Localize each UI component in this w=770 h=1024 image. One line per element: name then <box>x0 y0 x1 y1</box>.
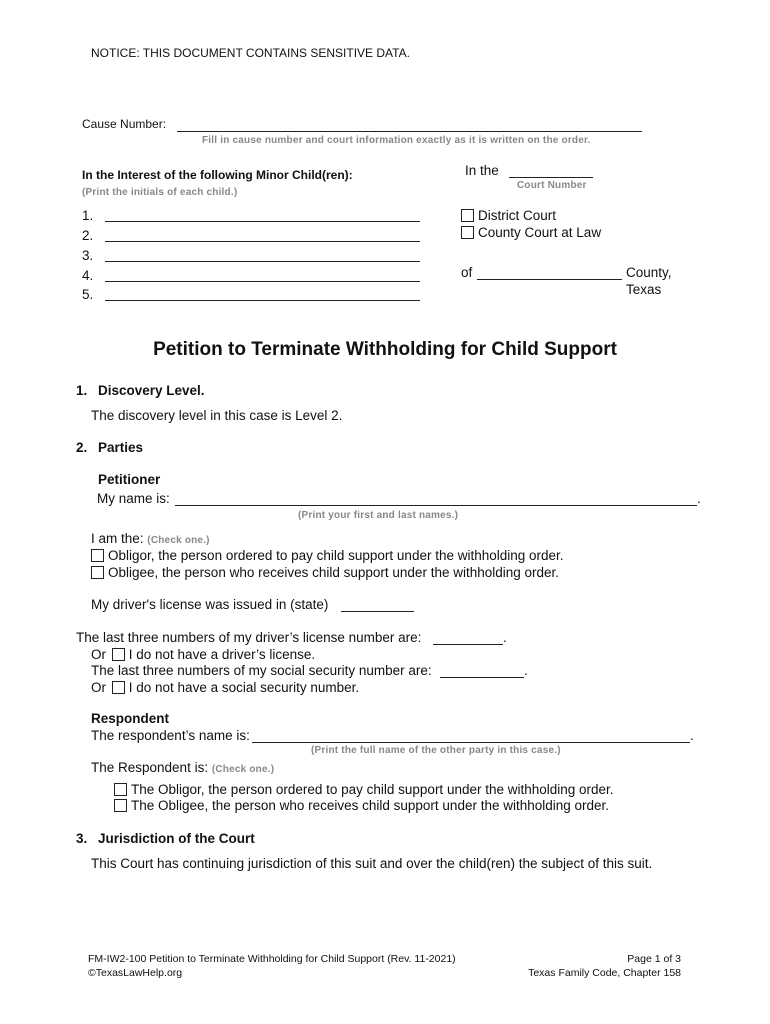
no-ssn-or: Or <box>91 680 106 695</box>
section-3-heading: Jurisdiction of the Court <box>98 831 255 846</box>
sensitive-notice: NOTICE: THIS DOCUMENT CONTAINS SENSITIVE DATA. <box>91 46 410 60</box>
petitioner-name-field[interactable] <box>175 505 697 506</box>
district-court-checkbox[interactable] <box>461 209 474 222</box>
district-court-label: District Court <box>478 208 557 223</box>
jurisdiction-text: This Court has continuing jurisdiction of this suit and over the child(ren) the subject of this suit. <box>91 856 653 871</box>
court-number-hint: Court Number <box>517 180 587 191</box>
respondent-is-label: The Respondent is: <box>91 760 209 775</box>
license-state-label: My driver's license was issued in (state) <box>91 597 329 612</box>
respondent-obligor-checkbox[interactable] <box>114 783 127 796</box>
child-number-1: 1. <box>82 208 94 223</box>
respondent-obligee-label: The Obligee, the person who receives child support under the withholding order. <box>131 798 610 813</box>
ssn-last3-period: . <box>524 663 528 678</box>
license-last3-period: . <box>503 630 507 645</box>
court-number-field[interactable] <box>509 177 593 178</box>
cause-number-label: Cause Number: <box>82 117 167 131</box>
child-number-5: 5. <box>82 287 94 302</box>
obligee-label: Obligee, the person who receives child support under the withholding order. <box>108 565 560 580</box>
footer-form-id: FM-IW2-100 Petition to Terminate Withholding for Child Support (Rev. 11-2021) <box>88 953 456 965</box>
license-last3-label: The last three numbers of my driver’s license number are: <box>76 630 422 645</box>
county-court-label: County Court at Law <box>478 225 602 240</box>
i-am-check-one-hint: (Check one.) <box>147 535 210 546</box>
respondent-obligor-label: The Obligor, the person ordered to pay child support under the withholding order. <box>131 782 614 797</box>
cause-number-field[interactable] <box>177 131 642 132</box>
petitioner-name-hint: (Print your first and last names.) <box>298 510 459 521</box>
children-heading: In the Interest of the following Minor Child(ren): <box>82 168 353 182</box>
respondent-name-label: The respondent’s name is: <box>91 728 250 743</box>
page-title: Petition to Terminate Withholding for Child Support <box>153 339 617 360</box>
children-hint: (Print the initials of each child.) <box>82 187 238 198</box>
child-initials-field-2[interactable] <box>105 241 420 242</box>
county-court-checkbox[interactable] <box>461 226 474 239</box>
section-2-number: 2. <box>76 440 88 455</box>
child-number-4: 4. <box>82 268 94 283</box>
section-1-number: 1. <box>76 383 88 398</box>
respondent-name-field[interactable] <box>252 742 690 743</box>
respondent-obligee-checkbox[interactable] <box>114 799 127 812</box>
petitioner-name-label: My name is: <box>97 491 170 506</box>
child-initials-field-1[interactable] <box>105 221 420 222</box>
cause-number-hint: Fill in cause number and court information exactly as it is written on the order. <box>202 135 591 146</box>
child-initials-field-5[interactable] <box>105 300 420 301</box>
license-last3-field[interactable] <box>433 644 503 645</box>
no-license-or: Or <box>91 647 106 662</box>
state-label: Texas <box>626 282 662 297</box>
obligee-checkbox[interactable] <box>91 566 104 579</box>
no-license-label: I do not have a driver’s license. <box>128 647 316 662</box>
respondent-check-one-hint: (Check one.) <box>211 764 275 775</box>
respondent-name-hint: (Print the full name of the other party in this case.) <box>311 745 561 756</box>
obligor-checkbox[interactable] <box>91 549 104 562</box>
petitioner-name-period: . <box>697 491 701 506</box>
footer-code: Texas Family Code, Chapter 158 <box>528 967 681 979</box>
respondent-name-period: . <box>690 728 694 743</box>
section-3-number: 3. <box>76 831 88 846</box>
in-the-label: In the <box>465 163 499 178</box>
respondent-heading: Respondent <box>91 711 170 726</box>
child-initials-field-4[interactable] <box>105 281 420 282</box>
petitioner-heading: Petitioner <box>98 472 161 487</box>
no-ssn-label: I do not have a social security number. <box>128 680 360 695</box>
child-number-3: 3. <box>82 248 94 263</box>
footer-page-number: Page 1 of 3 <box>627 953 681 965</box>
county-name-field[interactable] <box>477 279 622 280</box>
i-am-label: I am the: <box>91 531 144 546</box>
ssn-last3-field[interactable] <box>440 677 524 678</box>
section-1-heading: Discovery Level. <box>98 383 205 398</box>
child-number-2: 2. <box>82 228 94 243</box>
footer-site: ©TexasLawHelp.org <box>88 967 183 979</box>
license-state-field[interactable] <box>341 611 414 612</box>
child-initials-field-3[interactable] <box>105 261 420 262</box>
section-2-heading: Parties <box>98 440 144 455</box>
ssn-last3-label: The last three numbers of my social security number are: <box>91 663 432 678</box>
discovery-level-text: The discovery level in this case is Level 2. <box>91 408 343 423</box>
no-ssn-checkbox[interactable] <box>112 681 125 694</box>
of-label: of <box>461 265 473 280</box>
obligor-label: Obligor, the person ordered to pay child support under the withholding order. <box>108 548 564 563</box>
no-license-checkbox[interactable] <box>112 648 125 661</box>
county-label: County, <box>626 265 672 280</box>
